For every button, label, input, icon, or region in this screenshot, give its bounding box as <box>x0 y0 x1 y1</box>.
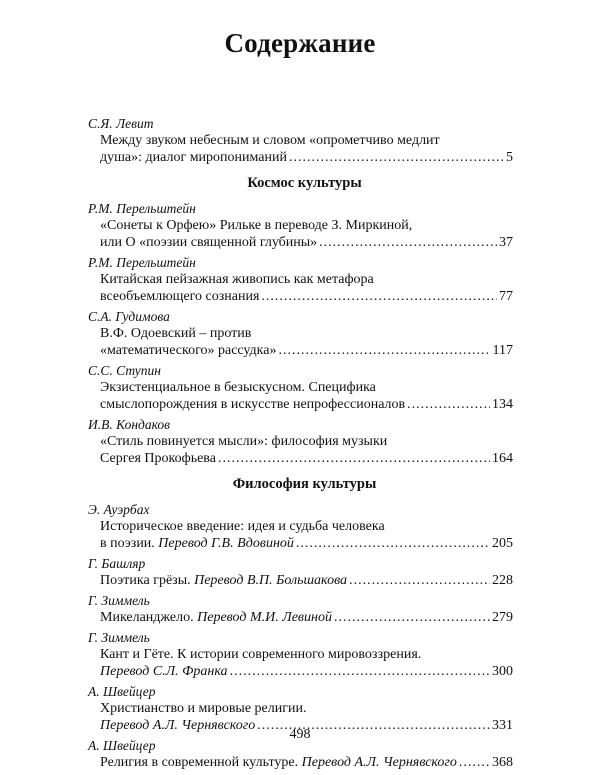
toc-entry <box>88 593 513 626</box>
dot-leader <box>278 342 490 359</box>
entry-last-line[interactable] <box>100 572 513 589</box>
entry-title-line <box>100 572 347 589</box>
entry-translator: Перевод С.Л. Франка <box>100 664 228 679</box>
page-folio-number: 498 <box>289 727 311 742</box>
entry-title-line <box>100 609 332 626</box>
page-title: Содержание <box>224 28 376 58</box>
entry-translator: Перевод М.И. Левиной <box>197 610 332 625</box>
entry-title-line: Сергея Прокофьева <box>100 451 216 466</box>
entry-title-line <box>100 535 294 552</box>
page-number: 331 <box>492 718 513 733</box>
entry-author: Э. Ауэрбах <box>88 502 150 517</box>
entry-translator: Перевод Г.В. Вдовиной <box>158 536 294 551</box>
entry-title-line: душа»: диалог миропониманий <box>100 150 287 165</box>
entry-title-text: Микеланджело. <box>100 610 194 625</box>
entry-last-line[interactable] <box>100 234 513 251</box>
dot-leader <box>218 450 490 467</box>
entry-author: А. Швейцер <box>88 738 156 753</box>
entry-title-line: Кант и Гёте. К истории современного мировоззрения. <box>100 647 422 662</box>
entry-last-line[interactable] <box>100 535 513 552</box>
entry-translator: Перевод В.П. Большакова <box>194 573 348 588</box>
entry-author: Р.М. Перельштейн <box>88 201 196 216</box>
toc-entry <box>88 309 513 359</box>
toc-entry <box>88 417 513 467</box>
dot-leader <box>349 572 490 589</box>
dot-leader <box>289 149 504 166</box>
dot-leader <box>407 396 490 413</box>
dot-leader <box>230 663 490 680</box>
toc-entry <box>88 255 513 305</box>
entry-author: И.В. Кондаков <box>88 417 171 432</box>
entry-author: А. Швейцер <box>88 684 156 699</box>
page-number: 368 <box>492 755 513 770</box>
entry-title-line: смыслопорождения в искусстве непрофессионалов <box>100 397 406 412</box>
entry-author: Г. Зиммель <box>88 630 150 645</box>
toc-entry-intro <box>88 116 513 166</box>
entry-author: Г. Башляр <box>88 556 146 571</box>
entry-title-line: всеобъемлющего сознания <box>100 289 260 304</box>
entry-last-line[interactable] <box>100 609 513 626</box>
entry-title-text: Религия в современной культуре. <box>100 755 299 770</box>
entry-title-line: «Сонеты к Орфею» Рильке в переводе З. Миркиной, <box>100 218 413 233</box>
entry-title-line <box>100 754 457 771</box>
dot-leader <box>296 535 490 552</box>
entry-last-line[interactable] <box>100 396 513 413</box>
entry-last-line[interactable] <box>100 450 513 467</box>
entry-title-text: в поэзии. <box>100 536 155 551</box>
toc-entry <box>88 201 513 251</box>
entry-translator: Перевод А.Л. Чернявского <box>301 755 457 770</box>
entry-title-line: или О «поэзии священной глубины» <box>100 235 318 250</box>
page-number: 164 <box>492 451 513 466</box>
section-heading-kosmos: Космос культуры <box>247 175 362 191</box>
entry-author: Г. Зиммель <box>88 593 150 608</box>
toc-entry <box>88 556 513 589</box>
page-number: 5 <box>506 150 513 165</box>
entry-title-line: «Стиль повинуется мысли»: философия музыки <box>100 434 388 449</box>
entry-author: С.С. Ступин <box>88 363 161 378</box>
entry-last-line[interactable] <box>100 149 513 166</box>
entry-title-line: Экзистенциальное в безыскусном. Специфика <box>100 380 376 395</box>
page-number: 205 <box>492 536 513 551</box>
entry-title-line: Между звуком небесным и словом «опрометчиво медлит <box>100 133 440 148</box>
page-number: 77 <box>499 289 513 304</box>
entry-title-line: «математического» рассудка» <box>100 343 277 358</box>
page-number: 279 <box>492 610 513 625</box>
entry-author: Р.М. Перельштейн <box>88 255 196 270</box>
entry-title-line: В.Ф. Одоевский – против <box>100 326 252 341</box>
toc-entry <box>88 630 513 680</box>
page-number: 228 <box>492 573 513 588</box>
entry-last-line[interactable] <box>100 754 513 771</box>
entry-title-line: Китайская пейзажная живопись как метафора <box>100 272 374 287</box>
entry-translator: Перевод А.Л. Чернявского <box>100 718 256 733</box>
entry-title-line: Христианство и мировые религии. <box>100 701 307 716</box>
entry-last-line[interactable] <box>100 288 513 305</box>
dot-leader <box>459 754 490 771</box>
entry-title-text: Поэтика грёзы. <box>100 573 191 588</box>
page-number: 37 <box>499 235 513 250</box>
page-number: 300 <box>492 664 513 679</box>
entry-author: С.Я. Левит <box>88 116 154 131</box>
entry-author: С.А. Гудимова <box>88 309 170 324</box>
dot-leader <box>334 609 490 626</box>
dot-leader <box>261 288 497 305</box>
table-of-contents <box>88 116 513 775</box>
toc-entry <box>88 502 513 552</box>
entry-last-line[interactable] <box>100 663 513 680</box>
page-number: 117 <box>492 343 513 358</box>
toc-entry <box>88 363 513 413</box>
page-number: 134 <box>492 397 513 412</box>
dot-leader <box>319 234 497 251</box>
entry-last-line[interactable] <box>100 342 513 359</box>
entry-title-line: Историческое введение: идея и судьба человека <box>100 519 385 534</box>
section-heading-filosofiya: Философия культуры <box>232 476 377 492</box>
